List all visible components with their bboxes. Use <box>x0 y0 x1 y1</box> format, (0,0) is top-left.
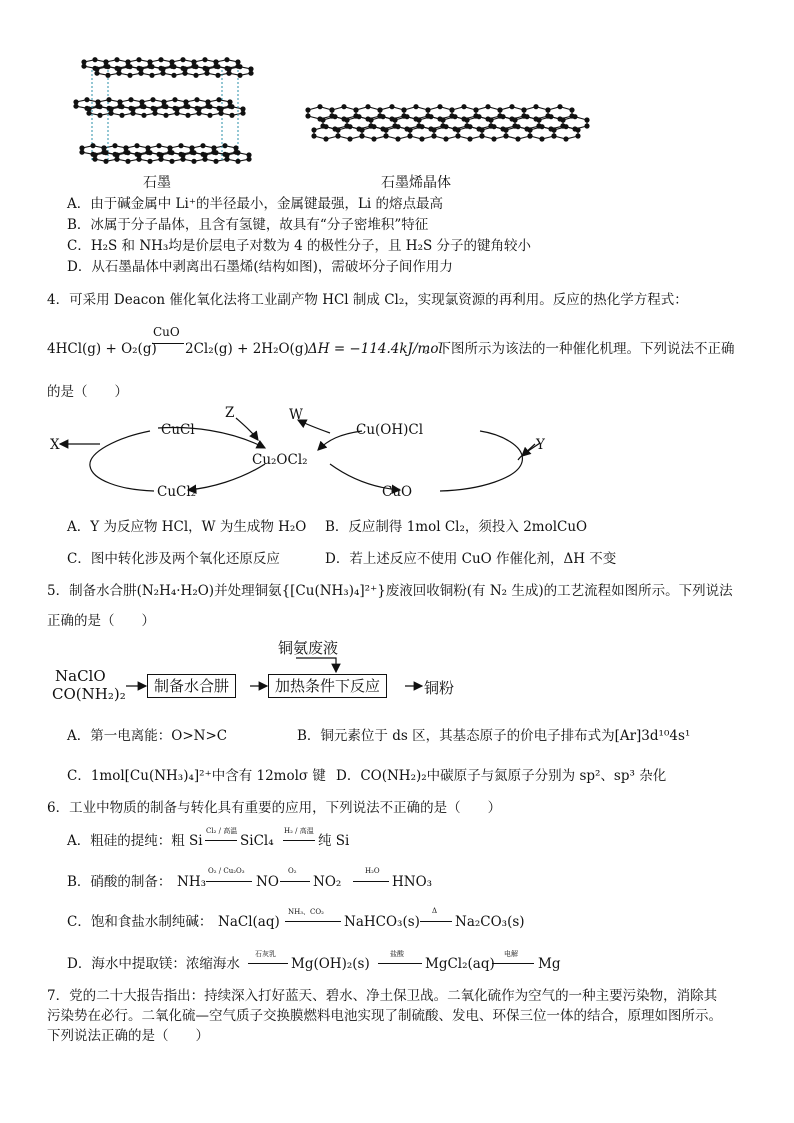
q5-option-d: D．CO(NH₂)₂中碳原子与氮原子分别为 sp²、sp³ 杂化 <box>336 768 667 784</box>
q4-stem-line3: 的是（ ） <box>47 384 128 400</box>
q6-stem: 6．工业中物质的制备与转化具有重要的应用，下列说法不正确的是（ ） <box>47 800 502 816</box>
species-cucl2: CuCl₂ <box>157 484 197 500</box>
q5-option-a: A．第一电离能：O>N>C <box>67 728 228 744</box>
q6-b-arrow2 <box>280 881 310 882</box>
graphite-graphene-figure <box>70 48 590 190</box>
species-cuohcl: Cu(OH)Cl <box>356 422 424 438</box>
q6-a-label: A．粗硅的提纯：粗 <box>67 833 185 849</box>
q6-d-arrow1 <box>248 963 288 964</box>
label-y: Y <box>536 437 545 453</box>
species-cuo: CuO <box>382 484 413 500</box>
q6-b-s2: NO <box>256 874 279 890</box>
q4-equation-right: 2Cl₂(g) + 2H₂O(g) <box>185 341 309 357</box>
q4-stem-line1: 4．可采用 Deacon 催化氧化法将工业副产物 HCl 制成 Cl₂，实现氯资源的再利用。反应的热化学方程式： <box>47 292 688 308</box>
graphene-label: 石墨烯晶体 <box>381 175 451 191</box>
q4-catalyst: CuO <box>153 325 180 339</box>
q6-d-cond1: 石灰乳 <box>255 950 276 958</box>
graphene-atoms <box>305 104 589 142</box>
q6-c-arrow2 <box>420 921 452 922</box>
q4-option-b: B．反应制得 1mol Cl₂，须投入 2molCuO <box>325 519 588 535</box>
q6-b-label: B．硝酸的制备： <box>67 874 172 890</box>
q6-a-s2: SiCl₄ <box>240 833 274 849</box>
q6-c-s3: Na₂CO₃(s) <box>455 914 525 930</box>
flow-waste-label: 铜氨废液 <box>278 639 339 657</box>
q5-option-b: B．铜元素位于 ds 区，其基态原子的价电子排布式为[Ar]3d¹⁰4s¹ <box>297 728 691 744</box>
q6-a-cond1: Cl₂ / 高温 <box>206 827 238 835</box>
q6-b-cond2: O₂ <box>288 867 297 875</box>
q4-option-c: C．图中转化涉及两个氧化还原反应 <box>67 551 280 567</box>
q6-d-arrow3 <box>492 963 534 964</box>
q6-c-cond1: NH₃、CO₂ <box>288 908 324 916</box>
q6-b-cond1: O₂ / Cu₂O₃ <box>208 867 245 875</box>
q6-d-arrow2 <box>378 963 422 964</box>
q6-a-cond2: H₂ / 高温 <box>284 827 314 835</box>
flow-reagent-1: NaClO <box>55 667 106 685</box>
cycle-left-arc <box>90 431 154 491</box>
q7-line3: 下列说法正确的是（ ） <box>47 1028 209 1044</box>
q7-line1: 7．党的二十大报告指出：持续深入打好蓝天、碧水、净土保卫战。二氧化硫作为空气的一种主要污染物，消除其 <box>47 988 718 1004</box>
q4-option-d: D．若上述反应不使用 CuO 作催化剂，ΔH 不变 <box>325 551 617 567</box>
q6-a-arrow1 <box>205 840 237 841</box>
q3-option-a: A．由于碱金属中 Li⁺的半径最小，金属键最强，Li 的熔点最高 <box>67 196 444 212</box>
graphite-atoms <box>73 57 253 164</box>
q5-stem-line2: 正确的是（ ） <box>47 613 155 629</box>
q6-d-s2: MgCl₂(aq) <box>425 956 495 972</box>
q3-option-d: D．从石墨晶体中剥离出石墨烯(结构如图)，需破坏分子间作用力 <box>67 259 453 275</box>
q6-d-label: D．海水中提取镁：浓缩海水 <box>67 956 240 972</box>
q3-option-b: B．冰属于分子晶体，且含有氢键，故具有“分子密堆积”特征 <box>67 217 429 233</box>
q6-a-s3: 纯 Si <box>318 833 350 849</box>
species-cu2ocl2: Cu₂OCl₂ <box>252 452 308 468</box>
label-z: Z <box>225 405 235 421</box>
species-cucl: CuCl <box>161 422 195 438</box>
q4-stem-line2: 。下图所示为该法的一种催化机理。下列说法不正确 <box>424 341 735 357</box>
flow-arrows <box>120 650 430 700</box>
q6-d-cond2: 盐酸 <box>390 950 404 958</box>
flow-product: 铜粉 <box>424 679 455 697</box>
q7-line2: 污染势在必行。二氧化硫—空气质子交换膜燃料电池实现了制硫酸、发电、环保三位一体的结合，原理如图所示。 <box>47 1008 722 1024</box>
q6-b-arrow3 <box>353 881 389 882</box>
q4-equation-left: 4HCl(g) + O₂(g) <box>47 341 157 357</box>
flow-step2-box: 加热条件下反应 <box>268 674 387 698</box>
q6-c-arrow1 <box>285 921 341 922</box>
q6-d-cond3: 电解 <box>504 950 518 958</box>
cycle-right-arc <box>440 431 522 491</box>
q6-d-s1: Mg(OH)₂(s) <box>291 956 370 972</box>
q3-option-c: C．H₂S 和 NH₃均是价层电子对数为 4 的极性分子，且 H₂S 分子的键角较小 <box>67 238 532 254</box>
q4-delta-h: ΔH = −114.4kJ/mol <box>308 341 443 357</box>
q4-option-a: A．Y 为反应物 HCl，W 为生成物 H₂O <box>67 519 307 535</box>
q6-b-arrow1 <box>206 881 252 882</box>
q6-c-s2: NaHCO₃(s) <box>344 914 420 930</box>
label-w: W <box>289 407 303 423</box>
flow-reagent-2: CO(NH₂)₂ <box>52 685 126 703</box>
graphene-structure <box>308 107 587 139</box>
graphite-label: 石墨 <box>143 175 171 191</box>
q6-a-s1: Si <box>189 833 203 849</box>
q6-b-s1: NH₃ <box>177 874 206 890</box>
q6-b-cond3: H₂O <box>365 867 380 875</box>
q6-c-s1: NaCl(aq) <box>218 914 280 930</box>
q6-b-s4: HNO₃ <box>392 874 433 890</box>
q6-c-label: C．饱和食盐水制纯碱： <box>67 914 213 930</box>
flow-step1-box: 制备水合肼 <box>147 674 236 698</box>
q5-stem-line1: 5．制备水合肼(N₂H₄·H₂O)并处理铜氨{[Cu(NH₃)₄]²⁺}废液回收铜粉(有 N₂ 生成)的工艺流程如图所示。下列说法 <box>47 583 733 599</box>
q5-option-c: C．1mol[Cu(NH₃)₄]²⁺中含有 12molσ 键 <box>67 768 326 784</box>
label-x: X <box>50 437 60 453</box>
q4-eq-arrow-line <box>152 343 184 344</box>
q6-a-arrow2 <box>283 840 315 841</box>
q6-c-cond2: Δ <box>432 907 438 915</box>
q6-b-s3: NO₂ <box>313 874 342 890</box>
q6-d-s3: Mg <box>538 956 561 972</box>
